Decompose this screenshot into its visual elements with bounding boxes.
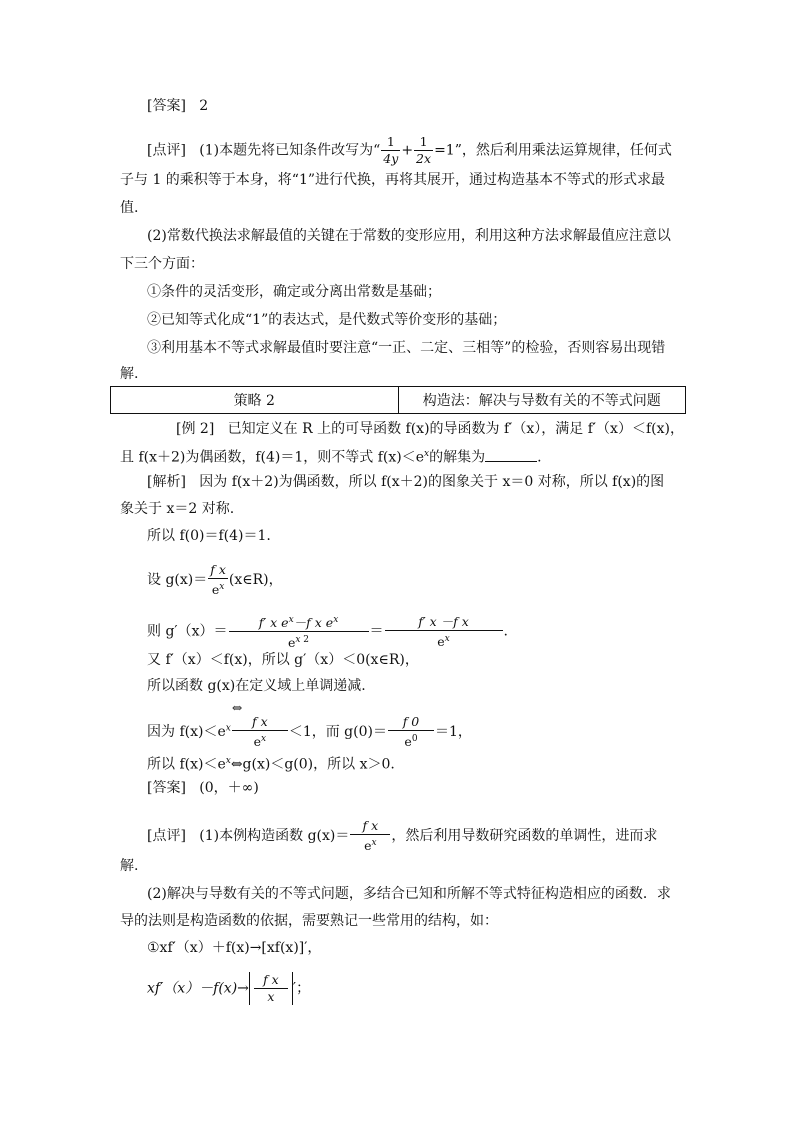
review1-item-2: ②已知等式化成“1”的表达式，是代数式等价变形的基础； <box>147 312 507 328</box>
analysis-line-3: 所以 f(0)＝f(4)＝1. <box>147 528 271 544</box>
exponent: x <box>225 723 231 734</box>
equivalence-symbol: ⇔ <box>231 700 243 715</box>
fraction-denominator: 2x <box>416 151 432 166</box>
exponent: x <box>444 633 450 644</box>
exponent: x <box>295 635 301 646</box>
period: . <box>503 623 508 640</box>
review1-text-a: (1)本题先将已知条件改写为“ <box>199 142 381 159</box>
analysis-line-6: 又 f′（x）＜f(x)，所以 g′（x）＜0(x∈R)， <box>147 652 419 668</box>
fraction-numerator: f x <box>254 972 288 989</box>
review-label: [点评] <box>147 828 186 845</box>
fraction-denominator <box>208 579 228 598</box>
fraction-numerator: f x <box>350 818 390 835</box>
example2-line-1 <box>176 419 684 439</box>
exponent: x <box>288 615 294 625</box>
text: (1)本例构造函数 g(x)＝ <box>199 828 350 845</box>
fraction-denominator <box>385 631 503 650</box>
plus-sign: + <box>401 142 414 159</box>
fraction-1-over-4y <box>381 134 400 167</box>
exponent: 0 <box>411 734 418 744</box>
analysis-line-7: 所以函数 g(x)在定义域上单调递减. <box>147 678 366 694</box>
period: . <box>537 449 542 466</box>
fraction-denominator <box>229 632 369 651</box>
fraction-f-over-ex <box>208 562 228 598</box>
fraction-f0-over-e0 <box>388 714 434 750</box>
example2-line-2 <box>120 444 542 468</box>
exponent: x <box>333 615 339 625</box>
review-label: [点评] <box>147 142 186 159</box>
fraction-with-equivalence <box>231 700 288 750</box>
review2-item-1: ①xf′（x）＋f(x)→[xf(x)]′， <box>147 940 322 956</box>
example-label: [例 2] <box>176 421 215 437</box>
fraction-numerator: f x <box>210 562 226 577</box>
fraction-1-over-2x <box>414 134 433 167</box>
answer-blank <box>485 447 537 462</box>
review2-p2-line-2: 导的法则是构造函数的依据，需要熟记一些常用的结构，如： <box>120 913 498 929</box>
review1-item-1: ①条件的灵活变形，确定或分离出常数是基础； <box>147 284 441 300</box>
review2-line-1 <box>147 818 657 854</box>
analysis-line-9 <box>147 751 395 775</box>
review2-line-2: 解. <box>120 858 139 874</box>
fraction-denominator <box>388 731 434 750</box>
text: xf′（x）－f(x)→ <box>147 980 249 997</box>
text: ＝1， <box>434 724 472 741</box>
review1-line-1 <box>147 134 672 167</box>
base: e <box>437 633 445 649</box>
text: ⇔g(x)＜g(0)，所以 x＞0. <box>230 756 395 773</box>
answer-line-2 <box>147 778 259 798</box>
fraction-numerator: f 0 <box>388 714 434 731</box>
answer-value: 2 <box>199 98 209 114</box>
part: f′ x e <box>258 615 289 631</box>
analysis-line-1 <box>147 472 664 492</box>
fraction-denominator <box>232 731 288 750</box>
fraction-f-over-x <box>254 972 288 1005</box>
analysis-line-5 <box>147 612 508 651</box>
fraction-denominator <box>350 835 390 854</box>
analysis-text: 因为 f(x＋2)为偶函数，所以 f(x＋2)的图象关于 x＝0 对称，所以 f(x)的图 <box>199 474 665 490</box>
analysis-line-2: 象关于 x＝2 对称. <box>120 501 235 517</box>
review1-line-2: 子与 1 的乘积等于本身，将“1”进行代换，再将其展开，通过构造基本不等式的形式求最 <box>120 172 666 188</box>
exponent: x <box>219 582 225 592</box>
fraction-denominator: x <box>267 989 275 1004</box>
analysis-line-8 <box>147 700 472 750</box>
text: 则 g′（x）＝ <box>147 623 228 640</box>
answer-label: [答案] <box>147 780 186 796</box>
example2-text-a: 且 f(x＋2)为偶函数，f(4)＝1，则不等式 f(x)＜e <box>120 449 425 466</box>
fraction-denominator: 4y <box>383 151 399 166</box>
bracket-expression <box>249 972 293 1005</box>
fraction-numerator: 1 <box>414 134 433 151</box>
equals: ＝ <box>369 623 384 640</box>
strategy-table <box>110 386 686 414</box>
text: ′； <box>292 980 311 997</box>
fraction-numerator: f′ x －f x <box>385 614 503 631</box>
text: 所以 f(x)＜e <box>147 756 226 773</box>
base: e <box>211 582 220 598</box>
strategy-description: 构造法：解决与导数有关的不等式问题 <box>398 387 686 414</box>
text: ，然后利用导数研究函数的单调性，进而求 <box>391 828 658 845</box>
text: 设 g(x)＝ <box>147 572 208 589</box>
text: (x∈R)， <box>228 572 283 589</box>
text: 因为 f(x)＜e <box>147 724 226 741</box>
base: e <box>253 734 261 750</box>
exponent: x <box>371 838 377 848</box>
fraction-numerator <box>229 612 369 632</box>
review1-item-3-line-1: ③利用基本不等式求解最值时要注意“一正、二定、三相等”的检验，否则容易出现错 <box>147 340 666 356</box>
fraction-numerator <box>231 700 288 731</box>
exponent: x <box>260 734 267 744</box>
base: e <box>364 838 372 854</box>
fraction-f-over-ex <box>350 818 390 854</box>
review2-item-2 <box>147 972 310 1005</box>
power: 2 <box>300 635 310 646</box>
analysis-label: [解析] <box>147 474 186 490</box>
part: －f x e <box>293 615 334 631</box>
exponent: x <box>225 756 231 766</box>
review1-text-b: =1”，然后利用乘法运算规律，任何式 <box>434 142 672 159</box>
text: ＜1，而 g(0)＝ <box>288 724 387 741</box>
strategy-title: 策略 2 <box>111 387 399 414</box>
review1-line-3: 值. <box>120 200 139 216</box>
review1-p2-line-2: 下三个方面： <box>120 256 204 272</box>
review1-p2-line-1: (2)常数代换法求解最值的关键在于常数的变形应用，利用这种方法求解最值应注意以 <box>147 228 671 244</box>
example2-text-b: 的解集为 <box>429 449 486 466</box>
fraction-derivative-2 <box>385 614 503 650</box>
review2-p2-line-1: (2)解决与导数有关的不等式问题，多结合已知和所解不等式特征构造相应的函数．求 <box>147 886 671 902</box>
answer-label: [答案] <box>147 98 186 114</box>
fraction-numerator: 1 <box>381 134 400 151</box>
answer-line-1 <box>147 96 208 116</box>
base: e <box>404 734 412 750</box>
exponent: x <box>424 449 430 459</box>
analysis-line-4 <box>147 562 283 598</box>
part: f x <box>252 714 268 729</box>
example2-text: 已知定义在 R 上的可导函数 f(x)的导函数为 f′（x），满足 f′（x）＜f(x)， <box>227 421 684 437</box>
fraction-derivative-1 <box>229 612 369 651</box>
review1-item-3-line-2: 解. <box>120 366 139 382</box>
answer-value: (0，＋∞) <box>199 780 259 796</box>
base: e <box>287 635 296 651</box>
